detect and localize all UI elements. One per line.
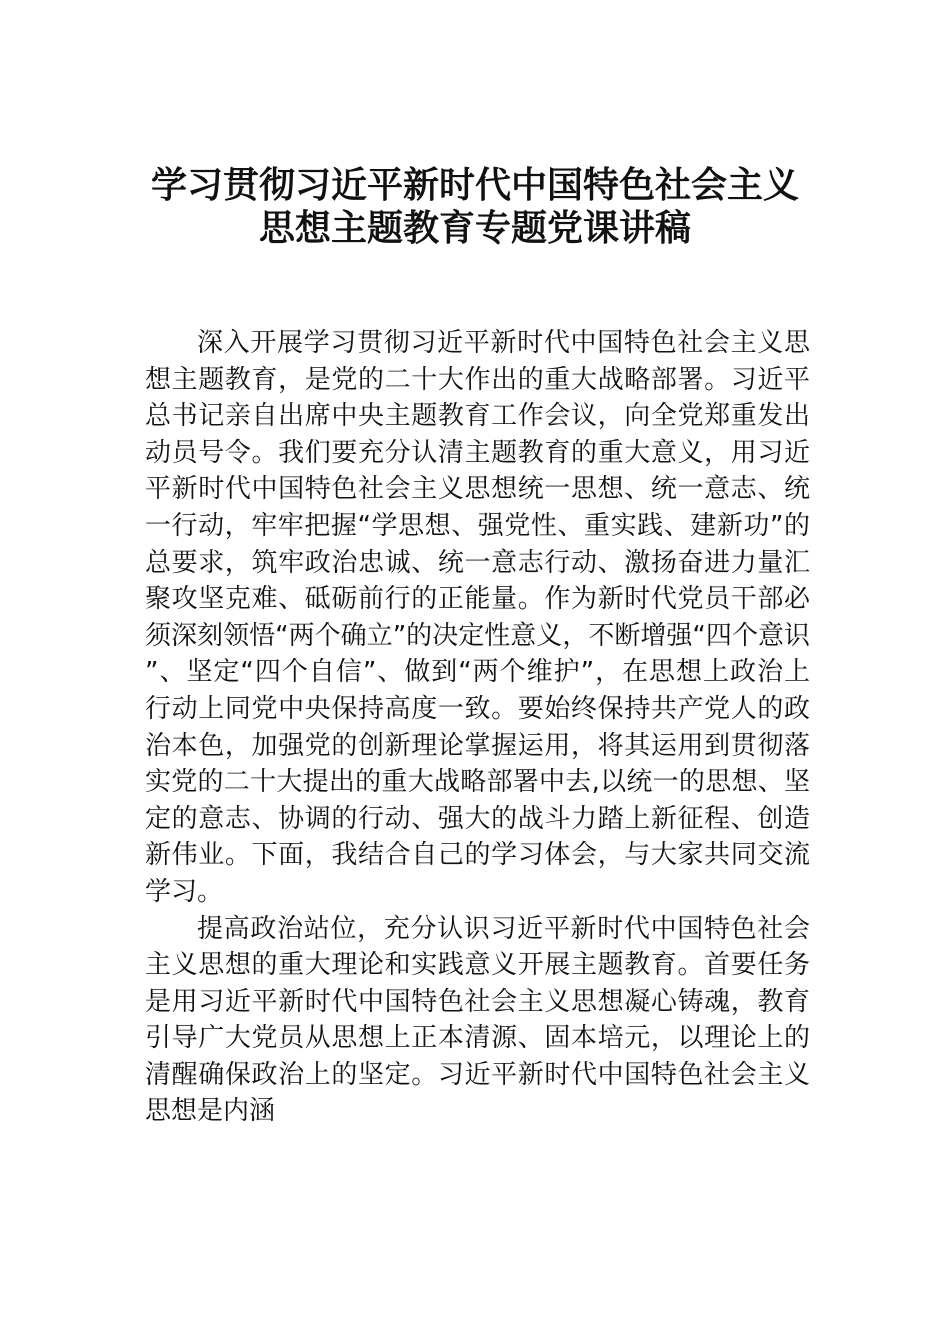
body-paragraph-1: 深入开展学习贯彻习近平新时代中国特色社会主义思想主题教育，是党的二十大作出的重大战略部署。习近平总书记亲自出席中央主题教育工作会议，向全党郑重发出动员号令。我们要充分认清主题教育的重大意义，用习近平新时代中国特色社会主义思想统一思想、统一意志、统一行动，牢牢把握“学思想、强党性、重实践、建新功”的总要求，筑牢政治忠诚、统一意志行动、激扬奋进力量汇聚攻坚克难、砥砺前行的正能量。作为新时代党员干部必须深刻领悟“两个确立”的决定性意义，不断增强“四个意识”、坚定“四个自信”、做到“两个维护”，在思想上政治上行动上同党中央保持高度一致。要始终保持共产党人的政治本色，加强党的创新理论掌握运用，将其运用到贯彻落实党的二十大提出的重大战略部署中去,以统一的思想、坚定的意志、协调的行动、强大的战斗力踏上新征程、创造新伟业。下面，我结合自己的学习体会，与大家共同交流学习。 <box>145 328 810 907</box>
document-title-line-2: 思想主题教育专题党课讲稿 <box>258 207 691 249</box>
document-body <box>145 325 810 1130</box>
document-title-line-1: 学习贯彻习近平新时代中国特色社会主义 <box>150 164 799 206</box>
body-paragraph-2: 提高政治站位，充分认识习近平新时代中国特色社会主义思想的重大理论和实践意义开展主题教育。首要任务是用习近平新时代中国特色社会主义思想凝心铸魂，教育引导广大党员从思想上正本清源、固本培元，以理论上的清醒确保政治上的坚定。习近平新时代中国特色社会主义思想是内涵 <box>145 913 810 1127</box>
